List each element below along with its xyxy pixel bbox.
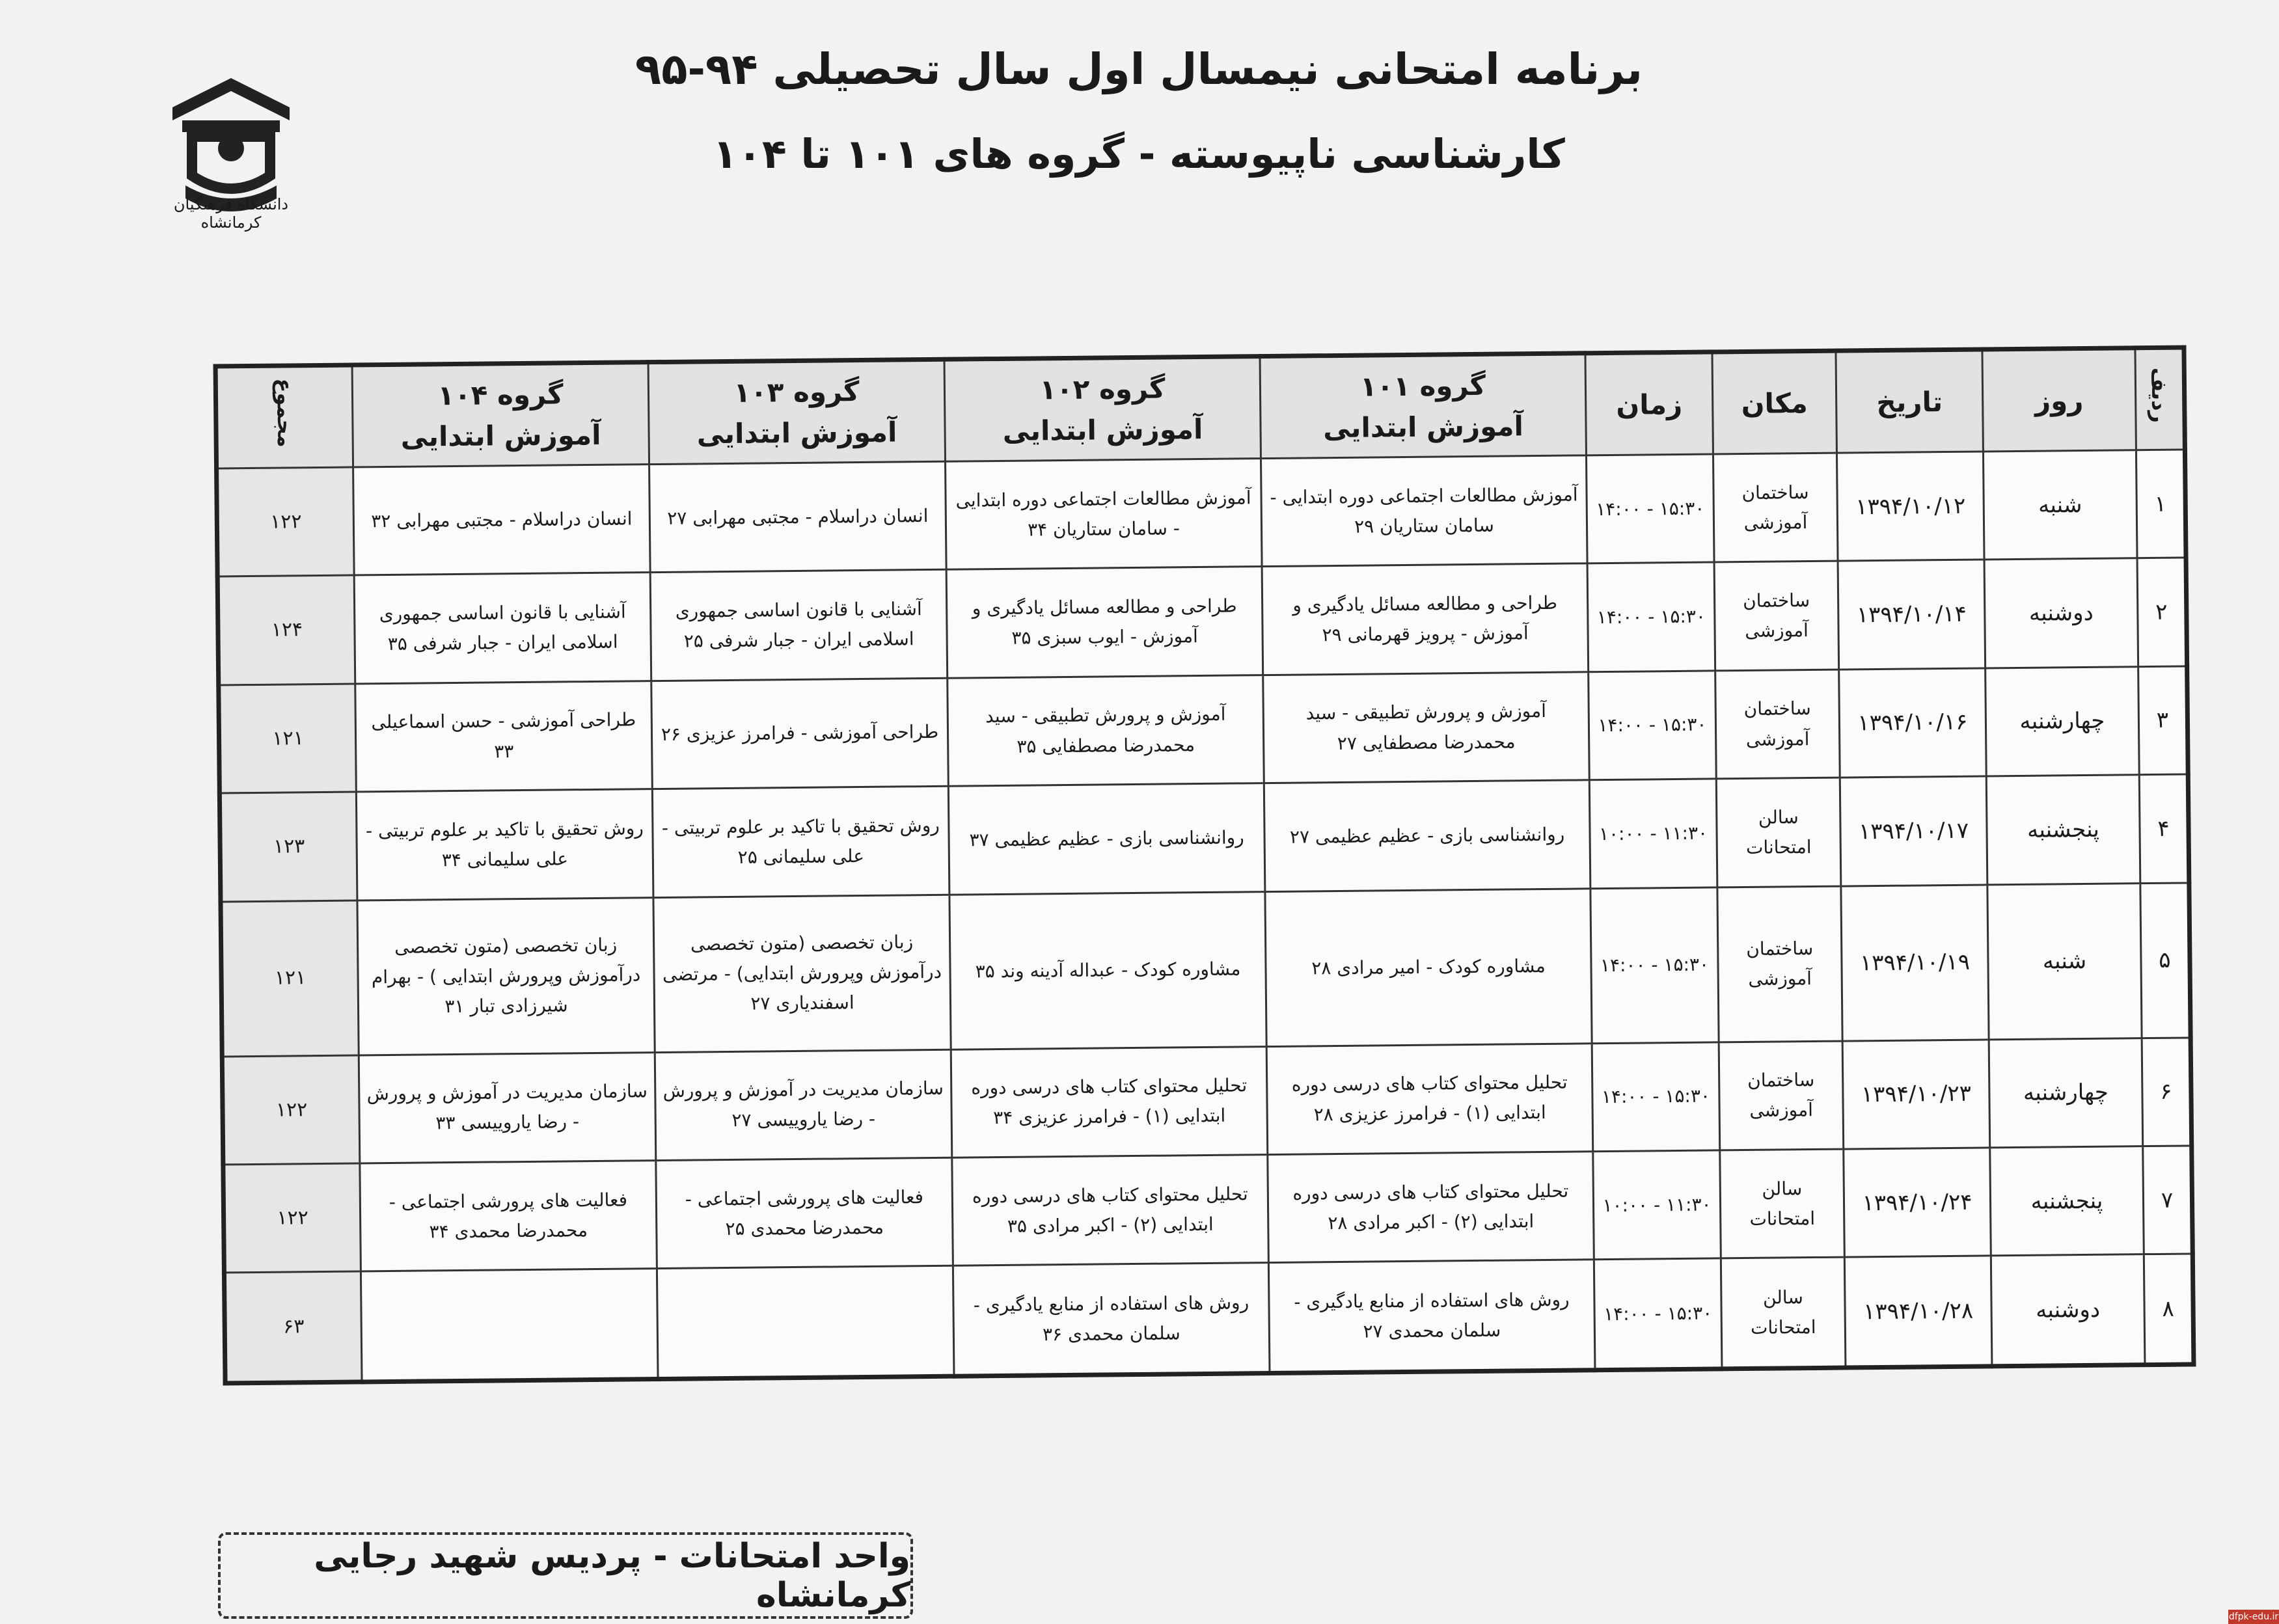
row-group-104-cell: طراحی آموزشی - حسن اسماعیلی ۳۳: [355, 681, 653, 792]
table-row: [217, 558, 2187, 684]
row-group-103-cell: فعالیت های پرورشی اجتماعی - محمدرضا محمدی ۲۵: [656, 1157, 953, 1269]
row-place-cell: سالن امتحانات: [1720, 1149, 1845, 1258]
table-row: [222, 1038, 2191, 1165]
row-group-104-cell: [361, 1269, 658, 1382]
row-group-103-cell: سازمان مدیریت در آموزش و پرورش - رضا یاروییسی ۲۷: [655, 1049, 952, 1161]
row-time-cell: ۱۱:۳۰ - ۱۰:۰۰: [1593, 1150, 1721, 1260]
row-group-103-cell: طراحی آموزشی - فرامرز عزیزی ۲۶: [651, 678, 949, 789]
row-place-cell: سالن امتحانات: [1721, 1257, 1846, 1368]
row-total-cell: ۱۲۲: [222, 1055, 360, 1165]
row-date-cell: ۱۳۹۴/۱۰/۲۴: [1844, 1148, 1991, 1258]
row-group-102-cell: آموزش مطالعات اجتماعی دوره ابتدایی - سامان ستاریان ۳۴: [946, 459, 1262, 570]
row-day-cell: دوشنبه: [1984, 558, 2138, 668]
row-date-cell: ۱۳۹۴/۱۰/۱۹: [1841, 885, 1989, 1041]
row-time-cell: ۱۱:۳۰ - ۱۰:۰۰: [1589, 779, 1717, 888]
row-group-104-cell: روش تحقیق با تاکید بر علوم تربیتی - علی سلیمانی ۳۴: [356, 789, 653, 900]
row-group-104-cell: فعالیت های پرورشی اجتماعی - محمدرضا محمدی ۳۴: [360, 1161, 657, 1272]
footer-note: واحد امتحانات - پردیس شهید رجایی کرمانشاه: [218, 1532, 913, 1619]
page-title: برنامه امتحانی نیمسال اول سال تحصیلی ۹۴-۹۵: [635, 44, 1643, 94]
header-group-104: گروه ۱۰۴ آموزش ابتدایی: [352, 362, 649, 467]
row-index-cell: ۷: [2143, 1146, 2193, 1254]
row-group-102-cell: آموزش و پرورش تطبیقی - سید محمدرضا مصطفایی ۳۵: [948, 675, 1264, 786]
table-row: [221, 883, 2190, 1057]
row-group-102-cell: تحلیل محتوای کتاب های درسی دوره ابتدایی (۱) - فرامرز عزیزی ۳۴: [951, 1046, 1268, 1157]
row-date-cell: ۱۳۹۴/۱۰/۱۷: [1840, 776, 1987, 886]
table-row: [223, 1146, 2192, 1273]
row-time-cell: ۱۵:۳۰ - ۱۴:۰۰: [1592, 1042, 1720, 1152]
corner-badge: dfpk-edu.ir: [2228, 1610, 2279, 1624]
row-date-cell: ۱۳۹۴/۱۰/۱۶: [1839, 668, 1987, 778]
row-day-cell: پنجشنبه: [1990, 1146, 2144, 1256]
row-group-104-cell: زبان تخصصی (متون تخصصی درآموزش وپرورش ابتدایی ) - بهرام شیرزادی تبار ۳۱: [357, 897, 655, 1055]
row-index-cell: ۳: [2138, 666, 2189, 775]
row-index-cell: ۸: [2144, 1254, 2194, 1364]
exam-schedule-table: [213, 345, 2196, 1385]
header-group-103: گروه ۱۰۳ آموزش ابتدایی: [648, 359, 945, 464]
row-place-cell: ساختمان آموزشی: [1717, 886, 1842, 1042]
row-group-103-cell: روش تحقیق با تاکید بر علوم تربیتی - علی سلیمانی ۲۵: [652, 786, 949, 897]
row-group-101-cell: آموزش و پرورش تطبیقی - سید محمدرضا مصطفایی ۲۷: [1263, 672, 1590, 783]
header-index: ردیف: [2135, 347, 2185, 450]
row-day-cell: شنبه: [1987, 883, 2142, 1039]
row-total-cell: ۱۲۱: [219, 684, 357, 793]
row-date-cell: ۱۳۹۴/۱۰/۱۲: [1836, 452, 1984, 562]
row-group-101-cell: روش های استفاده از منابع یادگیری - سلمان محمدی ۲۷: [1268, 1260, 1595, 1373]
row-place-cell: ساختمان آموزشی: [1713, 453, 1838, 562]
row-time-cell: ۱۵:۳۰ - ۱۴:۰۰: [1587, 562, 1715, 671]
header-time: زمان: [1585, 352, 1713, 455]
row-total-cell: ۱۲۱: [221, 900, 359, 1057]
row-index-cell: ۲: [2137, 558, 2187, 666]
row-index-cell: ۵: [2140, 883, 2190, 1038]
row-time-cell: ۱۵:۳۰ - ۱۴:۰۰: [1590, 887, 1719, 1044]
row-total-cell: ۶۳: [224, 1271, 362, 1383]
row-group-101-cell: روانشناسی بازی - عظیم عظیمی ۲۷: [1264, 780, 1590, 891]
row-group-104-cell: سازمان مدیریت در آموزش و پرورش - رضا یاروییسی ۳۳: [359, 1052, 656, 1163]
table-row: [224, 1254, 2193, 1383]
table-header-row: [215, 347, 2185, 468]
row-index-cell: ۶: [2142, 1038, 2192, 1146]
row-date-cell: ۱۳۹۴/۱۰/۲۸: [1844, 1256, 1992, 1368]
row-group-102-cell: تحلیل محتوای کتاب های درسی دوره ابتدایی (۲) - اکبر مرادی ۳۵: [952, 1155, 1269, 1266]
row-day-cell: دوشنبه: [1991, 1254, 2145, 1366]
row-place-cell: سالن امتحانات: [1716, 778, 1841, 887]
logo-caption: دانشگاه فرهنگیان کرمانشاه: [173, 195, 289, 232]
row-day-cell: پنجشنبه: [1986, 775, 2140, 885]
row-index-cell: ۴: [2139, 774, 2189, 883]
row-group-103-cell: [657, 1266, 954, 1379]
row-group-101-cell: تحلیل محتوای کتاب های درسی دوره ابتدایی (۱) - فرامرز عزیزی ۲۸: [1266, 1043, 1593, 1154]
table-row: [219, 774, 2189, 901]
row-place-cell: ساختمان آموزشی: [1715, 670, 1840, 779]
row-date-cell: ۱۳۹۴/۱۰/۲۳: [1842, 1040, 1990, 1150]
row-place-cell: ساختمان آموزشی: [1714, 562, 1839, 671]
header-date: تاریخ: [1836, 349, 1983, 453]
row-group-102-cell: مشاوره کودک - عبداله آدینه وند ۳۵: [949, 891, 1266, 1049]
row-group-104-cell: آشنایی با قانون اساسی جمهوری اسلامی ایران - جبار شرفی ۳۵: [354, 573, 651, 684]
row-index-cell: ۱: [2136, 450, 2186, 558]
row-group-103-cell: انسان دراسلام - مجتبی مهرابی ۲۷: [649, 461, 947, 573]
table-row: [219, 666, 2188, 793]
row-group-103-cell: آشنایی با قانون اساسی جمهوری اسلامی ایران - جبار شرفی ۲۵: [650, 570, 948, 681]
row-time-cell: ۱۵:۳۰ - ۱۴:۰۰: [1594, 1258, 1722, 1370]
page-subtitle: کارشناسی ناپیوسته - گروه های ۱۰۱ تا ۱۰۴: [713, 130, 1565, 178]
header-place: مکان: [1712, 351, 1836, 454]
header-day: روز: [1982, 348, 2136, 452]
row-group-103-cell: زبان تخصصی (متون تخصصی درآموزش وپرورش ابتدایی) - مرتضی اسفندیاری ۲۷: [653, 895, 951, 1052]
row-total-cell: ۱۲۲: [223, 1163, 361, 1273]
row-day-cell: شنبه: [1983, 450, 2137, 560]
exam-schedule-table-wrapper: [213, 345, 2192, 1386]
row-time-cell: ۱۵:۳۰ - ۱۴:۰۰: [1589, 671, 1717, 780]
row-total-cell: ۱۲۲: [217, 467, 355, 576]
row-date-cell: ۱۳۹۴/۱۰/۱۴: [1838, 560, 1986, 670]
header-total: مجموع: [215, 365, 353, 468]
row-group-101-cell: تحلیل محتوای کتاب های درسی دوره ابتدایی (۲) - اکبر مرادی ۲۸: [1268, 1152, 1594, 1263]
table-row: [217, 450, 2186, 576]
row-time-cell: ۱۵:۳۰ - ۱۴:۰۰: [1586, 454, 1714, 563]
row-total-cell: ۱۲۴: [217, 575, 355, 684]
row-group-102-cell: روش های استفاده از منابع یادگیری - سلمان محمدی ۳۶: [953, 1263, 1270, 1376]
row-group-101-cell: آموزش مطالعات اجتماعی دوره ابتدایی - سامان ستاریان ۲۹: [1261, 455, 1588, 567]
row-day-cell: چهارشنبه: [1986, 666, 2140, 776]
row-group-104-cell: انسان دراسلام - مجتبی مهرابی ۳۲: [353, 465, 651, 576]
header-group-102: گروه ۱۰۲ آموزش ابتدایی: [944, 357, 1261, 462]
row-group-102-cell: روانشناسی بازی - عظیم عظیمی ۳۷: [948, 783, 1265, 895]
row-day-cell: چهارشنبه: [1989, 1038, 2143, 1148]
row-total-cell: ۱۲۳: [219, 792, 357, 901]
header-group-101: گروه ۱۰۱ آموزش ابتدایی: [1260, 353, 1586, 459]
row-group-101-cell: طراحی و مطالعه مسائل یادگیری و آموزش - پرویز قهرمانی ۲۹: [1262, 563, 1589, 675]
row-group-101-cell: مشاوره کودک - امیر مرادی ۲۸: [1265, 888, 1592, 1046]
row-group-102-cell: طراحی و مطالعه مسائل یادگیری و آموزش - ایوب سبزی ۳۵: [946, 567, 1263, 678]
row-place-cell: ساختمان آموزشی: [1719, 1041, 1844, 1150]
